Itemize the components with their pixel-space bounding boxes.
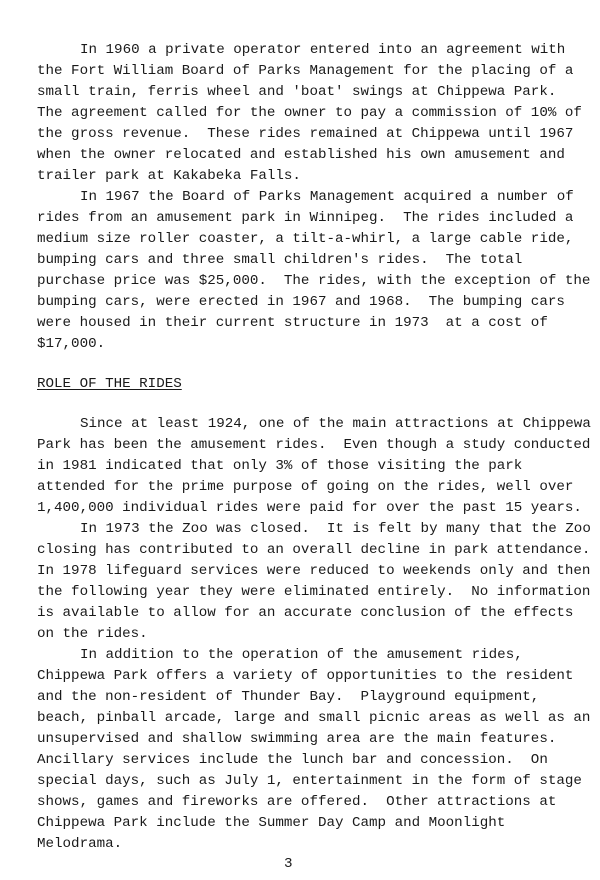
paragraph-line: In 1967 the Board of Parks Management acquired a number of [80, 189, 574, 205]
paragraph-line: attended for the prime purpose of going on the rides, well over [37, 479, 574, 495]
paragraph-line: In addition to the operation of the amusement rides, [80, 647, 523, 663]
paragraph-line: is available to allow for an accurate conclusion of the effects [37, 605, 574, 621]
paragraph-line: Chippewa Park include the Summer Day Camp and Moonlight [37, 815, 506, 831]
paragraph-line: trailer park at Kakabeka Falls. [37, 168, 301, 184]
section-heading: ROLE OF THE RIDES [37, 376, 182, 392]
paragraph-line: Melodrama. [37, 836, 123, 852]
paragraph-line: the following year they were eliminated entirely. No information [37, 584, 591, 600]
paragraph-line: beach, pinball arcade, large and small picnic areas as well as an [37, 710, 591, 726]
paragraph-line: $17,000. [37, 336, 106, 352]
paragraph-line: In 1973 the Zoo was closed. It is felt by many that the Zoo [80, 521, 591, 537]
paragraph-line: shows, games and fireworks are offered. Other attractions at [37, 794, 557, 810]
paragraph-line: purchase price was $25,000. The rides, with the exception of the [37, 273, 591, 289]
paragraph-line: The agreement called for the owner to pay a commission of 10% of [37, 105, 582, 121]
paragraph-line: In 1978 lifeguard services were reduced to weekends only and then [37, 563, 591, 579]
paragraph-line: and the non-resident of Thunder Bay. Playground equipment, [37, 689, 540, 705]
paragraph-line: closing has contributed to an overall decline in park attendance. [37, 542, 591, 558]
paragraph-line: in 1981 indicated that only 3% of those visiting the park [37, 458, 523, 474]
paragraph-line: when the owner relocated and established his own amusement and [37, 147, 565, 163]
paragraph-line: medium size roller coaster, a tilt-a-whirl, a large cable ride, [37, 231, 574, 247]
paragraph-line: bumping cars and three small children's rides. The total [37, 252, 523, 268]
paragraph-line: the gross revenue. These rides remained at Chippewa until 1967 [37, 126, 574, 142]
paragraph-line: 1,400,000 individual rides were paid for over the past 15 years. [37, 500, 582, 516]
paragraph-line: small train, ferris wheel and 'boat' swings at Chippewa Park. [37, 84, 557, 100]
paragraph-line: Park has been the amusement rides. Even though a study conducted [37, 437, 591, 453]
paragraph-line: Chippewa Park offers a variety of opportunities to the resident [37, 668, 574, 684]
paragraph-line: Since at least 1924, one of the main attractions at Chippewa [80, 416, 591, 432]
paragraph-line: were housed in their current structure in 1973 at a cost of [37, 315, 548, 331]
paragraph-line: In 1960 a private operator entered into an agreement with [80, 42, 566, 58]
paragraph-line: bumping cars, were erected in 1967 and 1968. The bumping cars [37, 294, 565, 310]
paragraph-line: unsupervised and shallow swimming area are the main features. [37, 731, 557, 747]
paragraph-line: rides from an amusement park in Winnipeg. The rides included a [37, 210, 574, 226]
paragraph-line: Ancillary services include the lunch bar and concession. On [37, 752, 548, 768]
page-number: 3 [284, 856, 293, 872]
paragraph-line: the Fort William Board of Parks Management for the placing of a [37, 63, 574, 79]
paragraph-line: special days, such as July 1, entertainment in the form of stage [37, 773, 582, 789]
paragraph-line: on the rides. [37, 626, 148, 642]
